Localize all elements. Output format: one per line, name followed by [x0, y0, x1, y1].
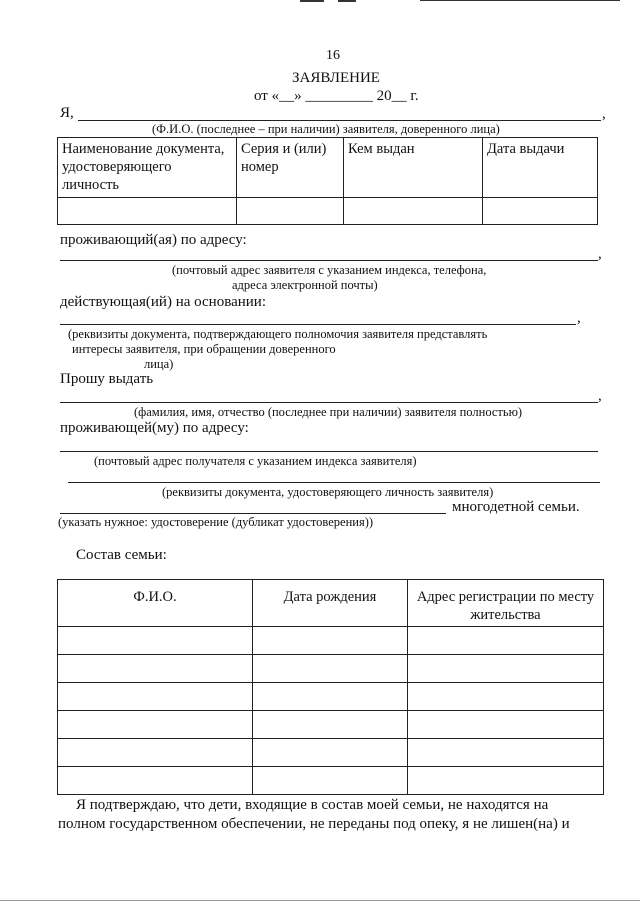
confirmation-line: полном государственном обеспечении, не переданы под опеку, я не лишен(на) и	[58, 816, 570, 832]
id-table-header: Серия и (или) номер	[237, 138, 344, 198]
family-table-cell[interactable]	[253, 767, 408, 795]
request-name-line[interactable]	[60, 402, 598, 403]
request-caption: (фамилия, имя, отчество (последнее при наличии) заявителя полностью)	[134, 405, 523, 419]
basis-label: действующая(ий) на основании:	[60, 294, 266, 310]
family-table	[57, 579, 604, 795]
family-table-cell[interactable]	[58, 627, 253, 655]
id-document-line[interactable]	[68, 482, 600, 483]
family-table-header: Дата рождения	[253, 580, 408, 627]
family-table-cell[interactable]	[253, 655, 408, 683]
id-document-caption: (реквизиты документа, удостоверяющего личность заявителя)	[162, 485, 494, 499]
basis-comma: ,	[577, 310, 581, 326]
family-table-cell[interactable]	[58, 683, 253, 711]
scan-artifact-top	[338, 0, 356, 2]
family-table-cell[interactable]	[408, 711, 604, 739]
scan-artifact-top	[300, 0, 324, 2]
family-table-cell[interactable]	[408, 627, 604, 655]
applicant-caption: (Ф.И.О. (последнее – при наличии) заявителя, доверенного лица)	[152, 122, 500, 136]
family-table-header: Ф.И.О.	[58, 580, 253, 627]
family-table-cell[interactable]	[58, 711, 253, 739]
confirmation-line: Я подтверждаю, что дети, входящие в состав моей семьи, не находятся на	[76, 797, 549, 813]
family-status-note: (указать нужное: удостоверение (дубликат удостоверения))	[58, 515, 374, 529]
applicant-prefix: Я,	[60, 105, 74, 121]
id-table-cell[interactable]	[483, 198, 598, 225]
scan-artifact-bottom	[0, 900, 640, 901]
family-table-cell[interactable]	[253, 739, 408, 767]
page-number: 16	[326, 48, 340, 63]
family-table-cell[interactable]	[408, 683, 604, 711]
basis-caption: (реквизиты документа, подтверждающего полномочия заявителя представлять	[68, 327, 488, 341]
family-label: Состав семьи:	[76, 547, 167, 563]
family-table-cell[interactable]	[408, 767, 604, 795]
family-table-cell[interactable]	[58, 655, 253, 683]
residence-caption: (почтовый адрес заявителя с указанием индекса, телефона,	[172, 263, 487, 277]
recipient-address-caption: (почтовый адрес получателя с указанием индекса заявителя)	[94, 454, 417, 468]
applicant-comma: ,	[602, 106, 606, 122]
applicant-name-line[interactable]	[78, 120, 601, 121]
family-table-cell[interactable]	[253, 711, 408, 739]
request-label: Прошу выдать	[60, 371, 154, 387]
request-comma: ,	[598, 388, 602, 404]
residence-caption: адреса электронной почты)	[232, 278, 378, 292]
family-table-cell[interactable]	[408, 655, 604, 683]
residence-label: проживающий(ая) по адресу:	[60, 232, 247, 248]
id-table-cell[interactable]	[344, 198, 483, 225]
id-table-cell[interactable]	[58, 198, 237, 225]
residence-comma: ,	[598, 246, 602, 262]
date-line: от «__» _________ 20__ г.	[254, 88, 419, 104]
recipient-address-line[interactable]	[60, 451, 598, 452]
family-table-cell[interactable]	[253, 683, 408, 711]
family-table-cell[interactable]	[58, 739, 253, 767]
family-table-cell[interactable]	[253, 627, 408, 655]
residence-address-line[interactable]	[60, 260, 598, 261]
id-table-header: Дата выдачи	[483, 138, 598, 198]
family-table-cell[interactable]	[58, 767, 253, 795]
basis-caption: лица)	[144, 357, 174, 371]
family-table-header: Адрес регистрации по месту жительства	[408, 580, 604, 627]
id-table-cell[interactable]	[237, 198, 344, 225]
family-status-text: многодетной семьи.	[452, 499, 580, 515]
scan-artifact-top	[420, 0, 620, 1]
recipient-address-label: проживающей(му) по адресу:	[60, 420, 249, 436]
id-table-header: Наименование документа, удостоверяющего личность	[58, 138, 237, 198]
basis-caption: интересы заявителя, при обращении доверенного	[72, 342, 336, 356]
id-document-table	[57, 137, 598, 225]
certificate-type-line[interactable]	[60, 513, 446, 514]
family-table-cell[interactable]	[408, 739, 604, 767]
id-table-header: Кем выдан	[344, 138, 483, 198]
document-title: ЗАЯВЛЕНИЕ	[292, 70, 380, 86]
basis-document-line[interactable]	[60, 324, 576, 325]
